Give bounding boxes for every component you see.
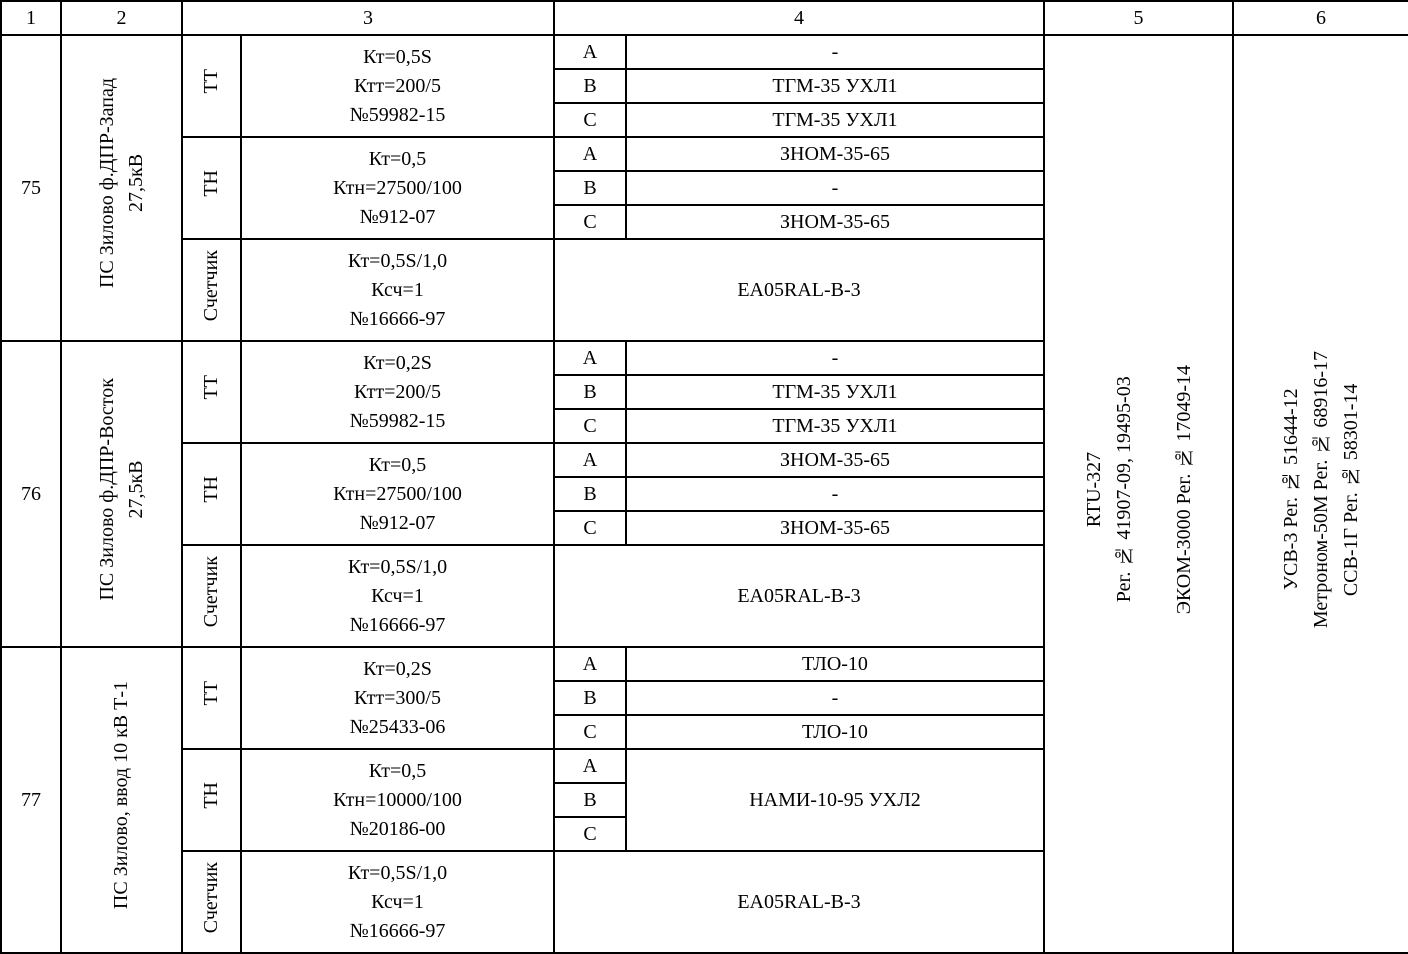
tn-model: ЗНОМ-35-65 <box>626 443 1044 477</box>
tt-model: - <box>626 35 1044 69</box>
tt-params-cell <box>241 35 554 137</box>
tt-params-cell <box>241 647 554 749</box>
phase-label: C <box>554 511 626 545</box>
phase-label: C <box>554 103 626 137</box>
tn-model: - <box>626 171 1044 205</box>
phase-label: C <box>554 409 626 443</box>
tt-model: ТГМ-35 УХЛ1 <box>626 409 1044 443</box>
iv-complex-cell <box>1044 35 1233 953</box>
time-sync-text: УСВ-3 Рег. № 51644-12 Метроном-50М Рег. № 68916-17 ССВ-1Г Рег. № 58301-14 <box>1280 350 1362 629</box>
connection-name: ПС Зилово, ввод 10 кВ Т-1 <box>110 681 132 910</box>
tt-params-cell <box>241 341 554 443</box>
tt-params: Кт=0,5S Ктт=200/5 №59982-15 <box>349 45 446 126</box>
tt-model: ТЛО-10 <box>626 715 1044 749</box>
row-number: 76 <box>1 341 61 647</box>
tt-params: Кт=0,2S Ктт=200/5 №59982-15 <box>349 351 446 432</box>
tn-params-cell <box>241 137 554 239</box>
phase-label: A <box>554 35 626 69</box>
connection-name: ПС Зилово ф.ДПР-Восток 27,5кВ <box>95 378 147 601</box>
header-cell-5: 5 <box>1044 1 1233 35</box>
header-cell-6: 6 <box>1233 1 1408 35</box>
tn-model: ЗНОМ-35-65 <box>626 205 1044 239</box>
phase-label: C <box>554 817 626 851</box>
tt-model: - <box>626 341 1044 375</box>
header-cell-3: 3 <box>182 1 554 35</box>
tn-type-label: ТН <box>200 170 222 197</box>
tn-model: - <box>626 477 1044 511</box>
meter-type-cell <box>182 851 241 953</box>
meter-type-label: Счетчик <box>200 555 222 628</box>
tt-model: ТЛО-10 <box>626 647 1044 681</box>
time-sync-cell <box>1233 35 1408 953</box>
tn-params: Кт=0,5 Ктн=10000/100 №20186-00 <box>333 759 462 840</box>
meter-params-cell <box>241 239 554 341</box>
tn-params: Кт=0,5 Ктн=27500/100 №912-07 <box>333 147 462 228</box>
tt-model: ТГМ-35 УХЛ1 <box>626 103 1044 137</box>
phase-label: A <box>554 137 626 171</box>
header-cell-4: 4 <box>554 1 1044 35</box>
phase-label: B <box>554 69 626 103</box>
tn-model: ЗНОМ-35-65 <box>626 137 1044 171</box>
meter-type-label: Счетчик <box>200 249 222 322</box>
tt-params: Кт=0,2S Ктт=300/5 №25433-06 <box>349 657 446 738</box>
tt-model: - <box>626 681 1044 715</box>
connection-name-cell <box>61 647 182 953</box>
meter-params-cell <box>241 545 554 647</box>
connection-name: ПС Зилово ф.ДПР-Запад 27,5кВ <box>95 78 147 289</box>
tt-type-label: ТТ <box>200 69 222 94</box>
row-number: 75 <box>1 35 61 341</box>
iv-complex-text: RTU-327 Рег. № 41907-09, 19495-03 ЭКОМ-3000 Рег. № 17049-14 <box>1082 364 1195 615</box>
phase-label: B <box>554 681 626 715</box>
tt-type-label: ТТ <box>200 681 222 706</box>
table-row <box>1 35 1408 69</box>
header-cell-2: 2 <box>61 1 182 35</box>
meter-params: Кт=0,5S/1,0 Ксч=1 №16666-97 <box>347 555 448 636</box>
phase-label: A <box>554 341 626 375</box>
meter-type-cell <box>182 239 241 341</box>
phase-label: A <box>554 749 626 783</box>
tn-type-cell <box>182 137 241 239</box>
tt-type-cell <box>182 35 241 137</box>
meter-model: EA05RAL-B-3 <box>554 851 1044 953</box>
meter-model: EA05RAL-B-3 <box>554 545 1044 647</box>
phase-label: C <box>554 715 626 749</box>
phase-label: C <box>554 205 626 239</box>
phase-label: B <box>554 171 626 205</box>
phase-label: B <box>554 783 626 817</box>
tt-type-cell <box>182 341 241 443</box>
tn-params: Кт=0,5 Ктн=27500/100 №912-07 <box>333 453 462 534</box>
phase-label: B <box>554 477 626 511</box>
meter-type-cell <box>182 545 241 647</box>
phase-label: A <box>554 647 626 681</box>
header-cell-1: 1 <box>1 1 61 35</box>
tn-type-cell <box>182 749 241 851</box>
meter-params-cell <box>241 851 554 953</box>
header-row <box>1 1 1408 35</box>
meter-params: Кт=0,5S/1,0 Ксч=1 №16666-97 <box>347 861 448 942</box>
connection-name-cell <box>61 341 182 647</box>
tn-params-cell <box>241 443 554 545</box>
meter-type-label: Счетчик <box>200 861 222 934</box>
tt-type-label: ТТ <box>200 375 222 400</box>
row-number: 77 <box>1 647 61 953</box>
meter-model: EA05RAL-B-3 <box>554 239 1044 341</box>
tn-params-cell <box>241 749 554 851</box>
connection-name-cell <box>61 35 182 341</box>
tn-model-merged: НАМИ-10-95 УХЛ2 <box>626 749 1044 851</box>
tn-model: ЗНОМ-35-65 <box>626 511 1044 545</box>
tt-model: ТГМ-35 УХЛ1 <box>626 69 1044 103</box>
phase-label: A <box>554 443 626 477</box>
tt-model: ТГМ-35 УХЛ1 <box>626 375 1044 409</box>
tt-type-cell <box>182 647 241 749</box>
phase-label: B <box>554 375 626 409</box>
tn-type-label: ТН <box>200 782 222 809</box>
tn-type-label: ТН <box>200 476 222 503</box>
meter-params: Кт=0,5S/1,0 Ксч=1 №16666-97 <box>347 249 448 330</box>
tn-type-cell <box>182 443 241 545</box>
